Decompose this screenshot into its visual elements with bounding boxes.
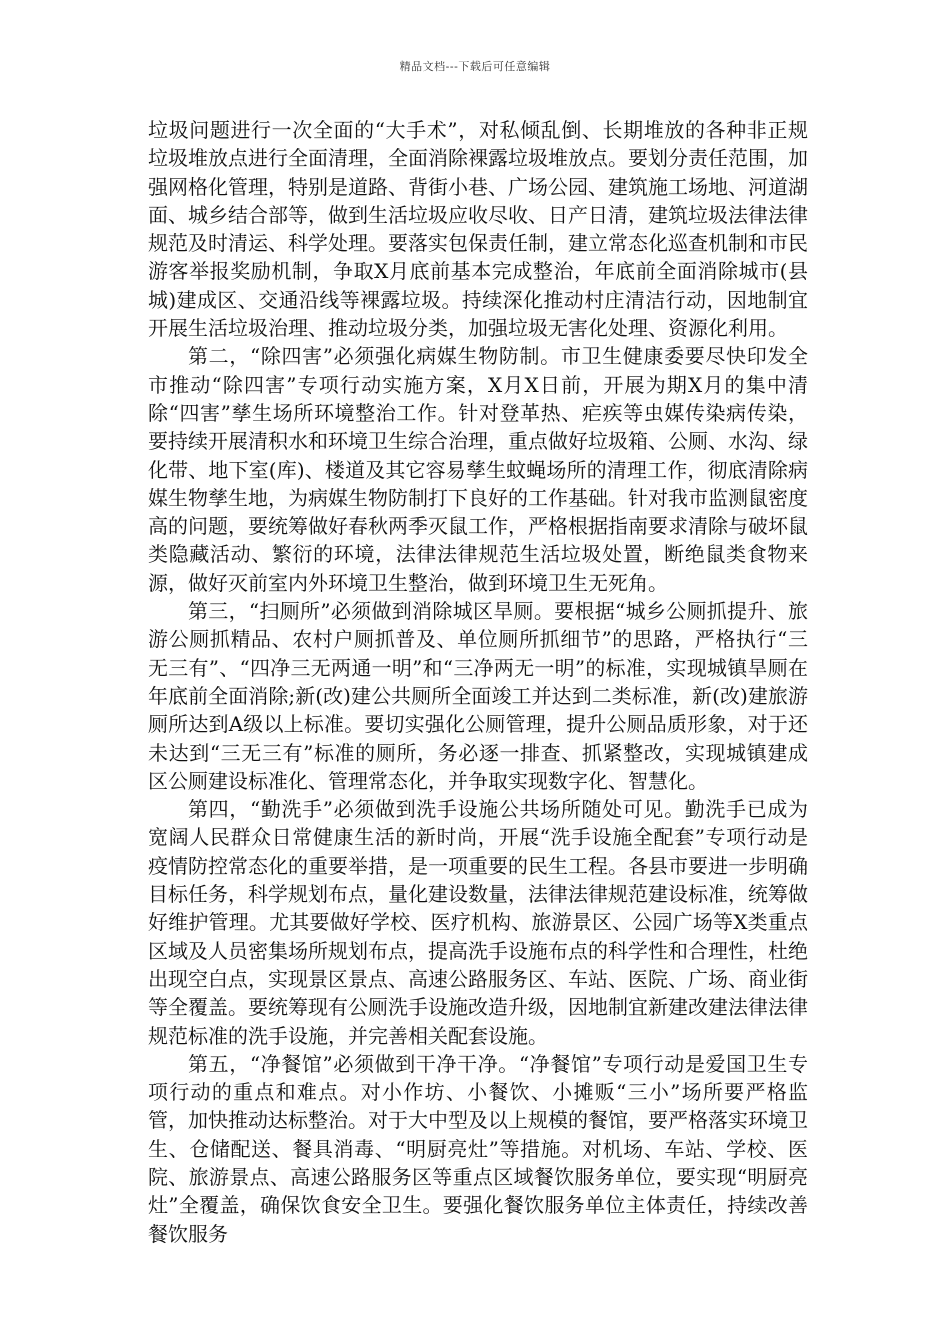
paragraph-third-point: 第三，“扫厕所”必须做到消除城区旱厕。要根据“城乡公厕抓提升、旅游公厕抓精品、农村户厕抓普及、单位厕所抓细节”的思路，严格执行“三无三有”、“四净三无两通一明”和“三净两无一明”的标准，实现城镇旱厕在年底前全面消除;新(改)建公共厕所全面竣工并达到二类标准，新(改)建旅游厕所达到A级以上标准。要切实强化公厕管理，提升公厕品质形象，对于还未达到“三无三有”标准的厕所，务必逐一排查、抓紧整改，实现城镇建成区公厕建设标准化、管理常态化，并争取实现数字化、智慧化。 — [148, 599, 808, 793]
paragraph-fourth-point: 第四，“勤洗手”必须做到洗手设施公共场所随处可见。勤洗手已成为宽阔人民群众日常健康生活的新时尚，开展“洗手设施全配套”专项行动是疫情防控常态化的重要举措，是一项重要的民生工程。各县市要进一步明确目标任务，科学规划布点，量化建设数量，法律法律规范建设标准，统筹做好维护管理。尤其要做好学校、医疗机构、旅游景区、公园广场等X类重点区域及人员密集场所规划布点，提高洗手设施布点的科学性和合理性，杜绝出现空白点，实现景区景点、高速公路服务区、车站、医院、广场、商业街等全覆盖。要统筹现有公厕洗手设施改造升级，因地制宜新建改建法律法律规范标准的洗手设施，并完善相关配套设施。 — [148, 797, 808, 1048]
document-body — [148, 116, 808, 1248]
paragraph-fifth-point: 第五，“净餐馆”必须做到干净干净。“净餐馆”专项行动是爱国卫生专项行动的重点和难点。对小作坊、小餐饮、小摊贩“三小”场所要严格监管，加快推动达标整治。对于大中型及以上规模的餐馆，要严格落实环境卫生、仓储配送、餐具消毒、“明厨亮灶”等措施。对机场、车站、学校、医院、旅游景点、高速公路服务区等重点区域餐饮服务单位，要实现“明厨亮灶”全覆盖，确保饮食安全卫生。要强化餐饮服务单位主体责任，持续改善餐饮服务 — [148, 1051, 808, 1246]
page-header: 精品文档---下载后可任意编辑 — [399, 60, 551, 73]
paragraph-continuation: 垃圾问题进行一次全面的“大手术”，对私倾乱倒、长期堆放的各种非正规垃圾堆放点进行全面清理，全面消除裸露垃圾堆放点。要划分责任范围，加强网格化管理，特别是道路、背街小巷、广场公园、建筑施工场地、河道湖面、城乡结合部等，做到生活垃圾应收尽收、日产日清，建筑垃圾法律法律规范及时清运、科学处理。要落实包保责任制，建立常态化巡查机制和市民游客举报奖励机制，争取X月底前基本完成整治，年底前全面消除城市(县城)建成区、交通沿线等裸露垃圾。持续深化推动村庄清洁行动，因地制宜开展生活垃圾治理、推动垃圾分类，加强垃圾无害化处理、资源化利用。 — [148, 118, 808, 341]
paragraph-second-point: 第二，“除四害”必须强化病媒生物防制。市卫生健康委要尽快印发全市推动“除四害”专项行动实施方案，X月X日前，开展为期X月的集中清除“四害”孳生场所环境整治工作。针对登革热、疟疾等虫媒传染病传染，要持续开展清积水和环境卫生综合治理，重点做好垃圾箱、公厕、水沟、绿化带、地下室(库)、楼道及其它容易孳生蚊蝇场所的清理工作，彻底清除病媒生物孳生地，为病媒生物防制打下良好的工作基础。针对我市监测鼠密度高的问题，要统筹做好春秋两季灭鼠工作，严格根据指南要求清除与破坏鼠类隐藏活动、繁衍的环境，法律法律规范生活垃圾处置，断绝鼠类食物来源，做好灭前室内外环境卫生整治，做到环境卫生无死角。 — [148, 344, 808, 595]
